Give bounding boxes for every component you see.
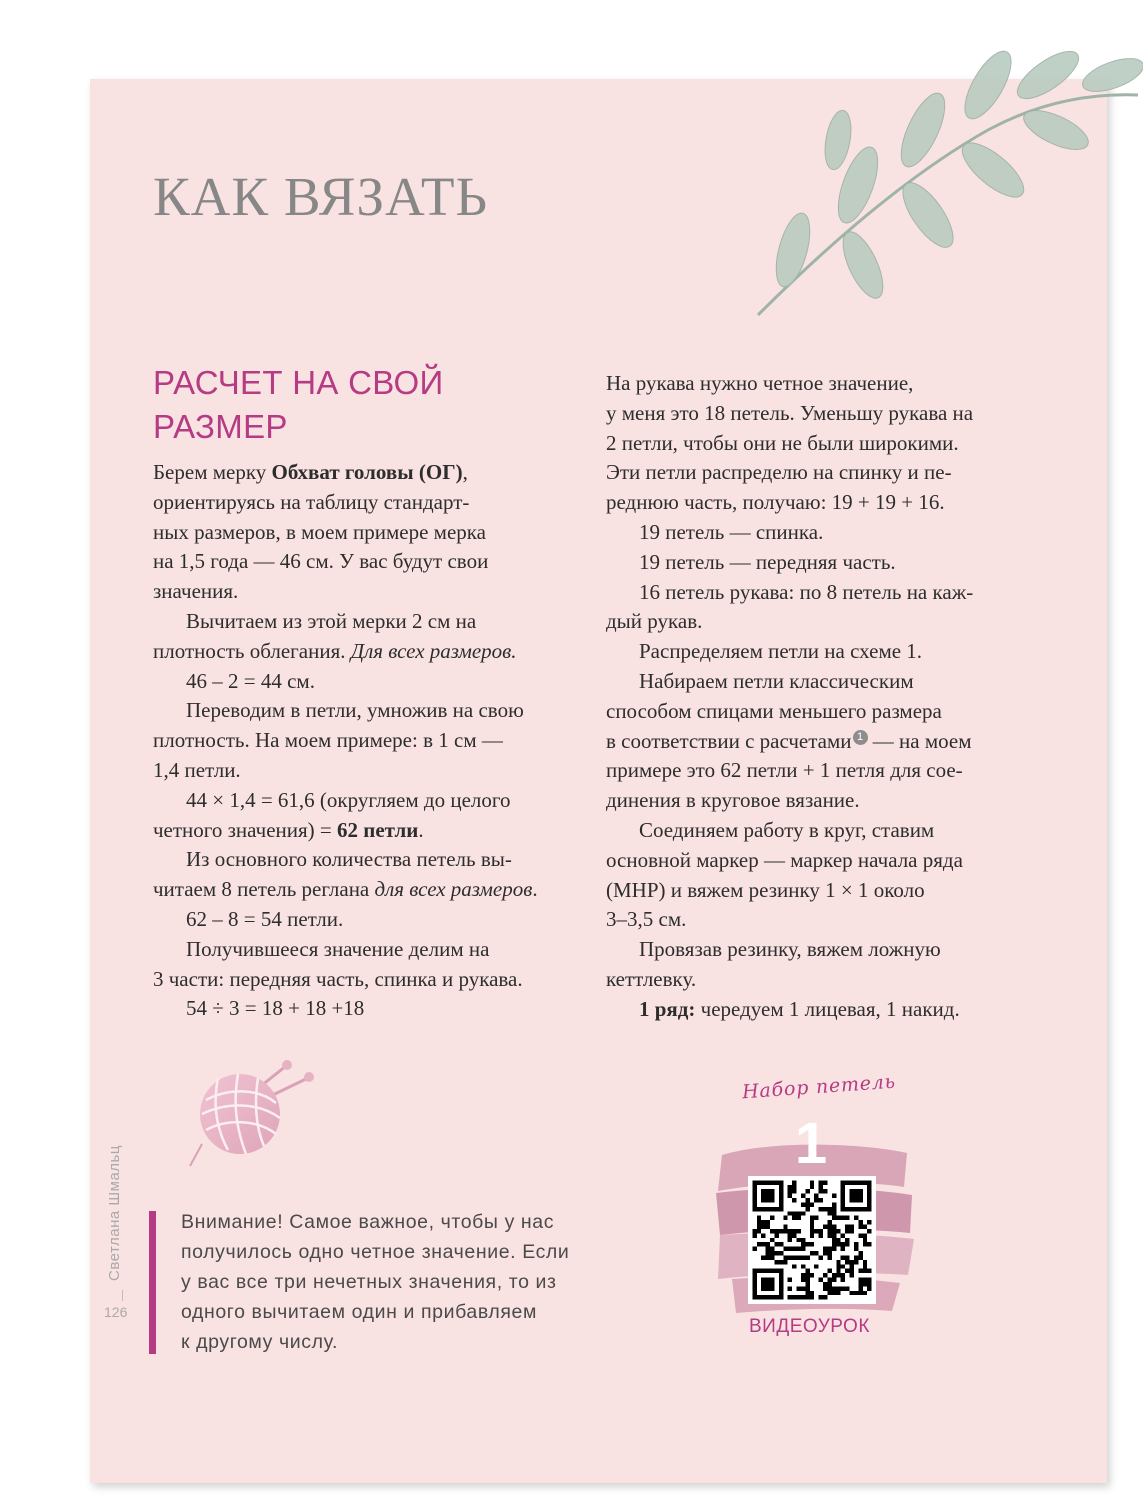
paragraph-line: дый рукав. [606, 609, 703, 634]
paragraph-line: 1 ряд: чередуем 1 лицевая, 1 накид. [639, 996, 960, 1021]
notice-line: к другому числу. [181, 1331, 339, 1353]
paragraph-line: способом спицами меньшего размера [606, 698, 942, 723]
paragraph-line: Получившееся значение делим на [186, 936, 490, 961]
paragraph-line: 19 петель — передняя часть. [639, 549, 896, 574]
paragraph-line: ориентируясь на таблицу стандарт- [153, 489, 470, 514]
paragraph-line: Провязав резинку, вяжем ложную [639, 937, 941, 962]
notice-box [181, 1207, 581, 1357]
paragraph-line: Набираем петли классическим [639, 668, 914, 693]
paragraph-line: основной маркер — маркер начала ряда [606, 847, 963, 872]
formula-line: 46 – 2 = 44 см. [186, 668, 315, 693]
notice-accent-bar [149, 1211, 156, 1354]
author-name: Светлана Шмальц [106, 1145, 123, 1281]
paragraph-line: примере это 62 петли + 1 петля для сое- [606, 758, 963, 783]
paragraph-line: Вычитаем из этой мерки 2 см на [186, 608, 477, 633]
video-number: 1 [794, 1111, 828, 1176]
paragraph-line: 19 петель — спинка. [639, 519, 824, 544]
yarn-ball-icon [188, 1058, 318, 1168]
paragraph-line: Распределяем петли на схеме 1. [639, 639, 923, 664]
paragraph-line: 1,4 петли. [153, 757, 241, 782]
paragraph-line: плотность. На моем примере: в 1 см — [153, 728, 503, 753]
section-title: РАСЧЕТ НА СВОЙ РАЗМЕР [153, 364, 444, 445]
paragraph-line: На рукава нужно четное значение, [606, 371, 914, 395]
paragraph-line: на 1,5 года — 46 см. У вас будут свои [153, 549, 489, 574]
page-number: 126 [104, 1304, 128, 1320]
paragraph-line: плотность облегания. Для всех размеров. [153, 638, 517, 663]
paragraph-line: 3–3,5 см. [606, 907, 687, 932]
sidebar-divider [122, 1290, 123, 1301]
notice-line: одного вычитаем один и прибавляем [181, 1301, 537, 1323]
paragraph-line: 16 петель рукава: по 8 петель на каж- [639, 579, 974, 604]
paragraph-line: читаем 8 петель реглана для всех размеров. [153, 877, 538, 902]
notice-line: у вас все три нечетных значения, то из [181, 1271, 557, 1293]
video-lesson-label[interactable]: ВИДЕОУРОК [749, 1316, 870, 1337]
qr-code[interactable] [748, 1176, 876, 1304]
paragraph-line: ных размеров, в моем примере мерка [153, 519, 486, 544]
formula-line: 54 ÷ 3 = 18 + 18 +18 [186, 996, 365, 1021]
paragraph-line: динения в круговое вязание. [606, 788, 860, 813]
notice-line: Внимание! Самое важное, чтобы у нас [181, 1211, 555, 1233]
footnote-marker[interactable]: 1 [853, 730, 868, 745]
paragraph-line: 2 петли, чтобы они не были широкими. [606, 430, 959, 455]
paragraph-line: Соединяем работу в круг, ставим [639, 817, 935, 842]
paragraph-line: кеттлевку. [606, 966, 697, 991]
left-text-column [153, 458, 538, 1024]
formula-line: 44 × 1,4 = 61,6 (округляем до целого [186, 787, 511, 812]
paragraph-line: четного значения) = 62 петли. [153, 817, 424, 842]
video-caption: Набор петель [741, 1070, 897, 1104]
paragraph-line: (МНР) и вяжем резинку 1 × 1 около [606, 877, 925, 902]
paragraph-line: 3 части: передняя часть, спинка и рукава. [153, 966, 523, 991]
paragraph-line: значения. [153, 579, 239, 604]
paragraph-line: Из основного количества петель вы- [186, 847, 512, 872]
paragraph-line: Переводим в петли, умножив на свою [186, 698, 524, 723]
paragraph-line: у меня это 18 петель. Уменьшу рукава на [606, 400, 974, 425]
notice-line: получилось одно четное значение. Если [181, 1241, 570, 1263]
paragraph-line: реднюю часть, получаю: 19 + 19 + 16. [606, 490, 945, 515]
paragraph-line: Эти петли распределю на спинку и пе- [606, 460, 952, 485]
right-text-column [606, 369, 973, 1025]
paragraph-line: в соответствии с расчетами 1 — на моем [606, 728, 972, 753]
paragraph-line: Берем мерку Обхват головы (ОГ), [153, 460, 468, 484]
formula-line: 62 – 8 = 54 петли. [186, 906, 344, 931]
leaf-branch-illustration [738, 45, 1143, 330]
page-title: КАК ВЯЗАТЬ [153, 166, 489, 227]
